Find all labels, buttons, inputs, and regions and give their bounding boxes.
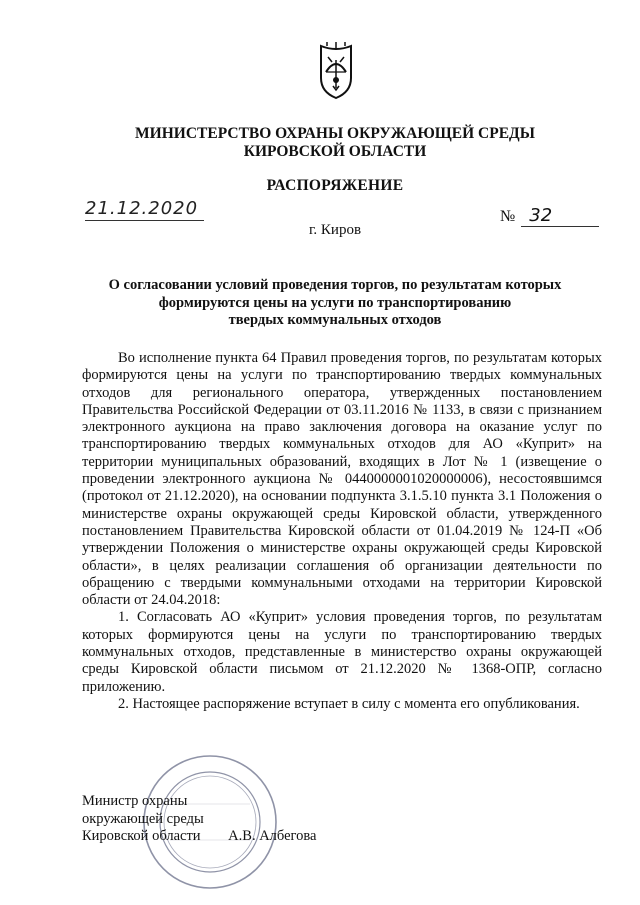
subject-line2: формируются цены на услуги по транспортированию bbox=[158, 294, 512, 311]
paragraph-item-2: 2. Настоящее распоряжение вступает в силу с момента его опубликования. bbox=[118, 695, 580, 712]
ministry-name bbox=[100, 125, 570, 161]
paragraph-item-1: 1. Согласовать АО «Куприт» условия проведения торгов, по результатам которых формируются цены на услуги по транспортированию твердых коммунальных отходов, представленные в министерство охраны окружающей среды Кировской области письмом от 21.12.2020 № 1368-ОПР, согласно приложению. bbox=[82, 609, 602, 695]
signature-title-line1: Министр охраны bbox=[82, 793, 188, 809]
ministry-name-line1: МИНИСТЕРСТВО ОХРАНЫ ОКРУЖАЮЩЕЙ СРЕДЫ bbox=[135, 125, 535, 142]
document-subject bbox=[80, 277, 590, 330]
ministry-name-line2: КИРОВСКОЙ ОБЛАСТИ bbox=[243, 143, 427, 160]
signatory-name: А.В. Албегова bbox=[228, 828, 317, 844]
signature-title-line3-text: Кировской области bbox=[82, 828, 201, 844]
number-sign: № bbox=[500, 208, 516, 225]
document-body bbox=[82, 350, 602, 713]
coat-of-arms-icon bbox=[313, 42, 359, 102]
subject-line3: твердых коммунальных отходов bbox=[228, 312, 442, 328]
signature-title-line2: окружающей среды bbox=[82, 810, 204, 827]
document-date: 21.12.2020 bbox=[85, 198, 204, 221]
paragraph-intro: Во исполнение пункта 64 Правил проведения торгов, по результатам которых формируются цены на услуги по транспортированию твердых коммунальных отходов для регионального оператора, утвержденных постановлением Правительства Российской Федерации от 03.11.2016 № 1133, в связи с признанием электронного аукциона на право заключения договора на оказание услуг по транспортированию твердых коммунальных отходов для АО «Куприт» на территории муниципальных образований, входящих в Лот № 1 (извещение о проведении электронного аукциона № 0440000001020000006), несостоявшимся (протокол от 21.12.2020), на основании подпункта 3.1.5.10 пункта 3.1 Положения о министерстве охраны окружающей среды Кировской области, утвержденного постановлением Правительства Кировской области от 01.04.2019 № 124-П «Об утверждении Положения о министерстве охраны окружающей среды Кировской области», в целях реализации соглашения об организации деятельности по обращению с твердыми коммунальными отходами на территории Кировской области от 24.04.2018: bbox=[82, 350, 602, 609]
document-type: РАСПОРЯЖЕНИЕ bbox=[266, 177, 404, 194]
signature-title-line3 bbox=[82, 828, 382, 846]
city: г. Киров bbox=[308, 222, 362, 238]
signature-block bbox=[82, 793, 382, 846]
subject-line1: О согласовании условий проведения торгов, по результатам которых bbox=[108, 277, 562, 293]
document-number bbox=[500, 205, 599, 227]
number-value: 32 bbox=[521, 205, 599, 227]
